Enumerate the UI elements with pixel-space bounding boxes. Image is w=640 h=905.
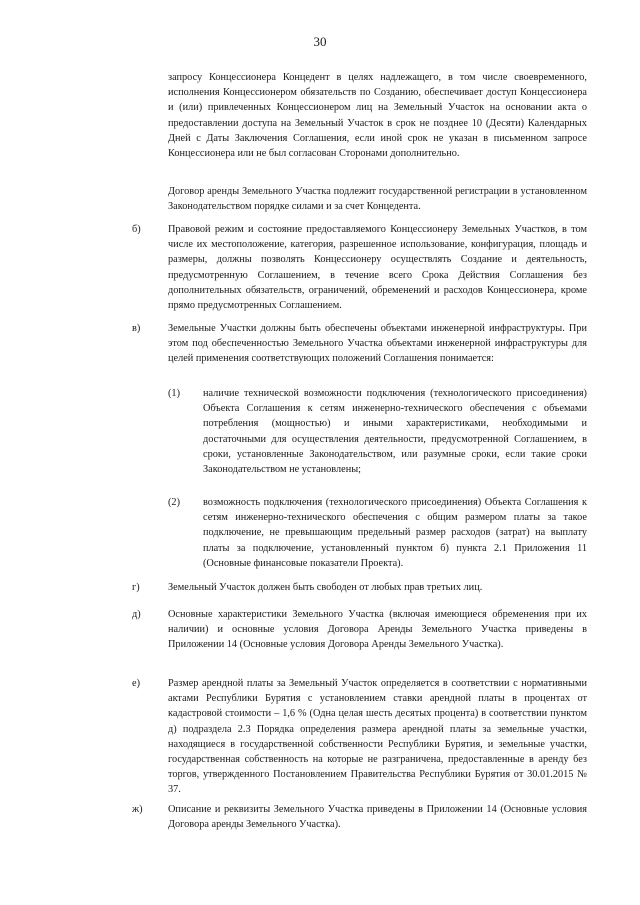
- registration-paragraph: Договор аренды Земельного Участка подлежит государственной регистрации в установленном Законодательством порядке силами и за счет Концедента.: [168, 186, 587, 213]
- item-b-marker: б): [132, 224, 141, 235]
- subitem-1-text: наличие технической возможности подключения (технологического присоединения) Объекта Соглашения к сетям инженерно-технического обеспечения с объемами потребления (мощностью) и иными характеристиками, необходимыми и достаточными для осуществления деятельности, предусмотренной Соглашением, в сроки, установленные Законодательством, или разумные сроки, если такие сроки Законодательством не установлены;: [203, 388, 587, 476]
- subitem-2-text: возможность подключения (технологического присоединения) Объекта Соглашения к сетям инженерно-технического обеспечения с общим размером платы за такое подключение, не превышающим предельный размер расходов (затрат) на выплату платы за подключение, установленный пунктом б) пункта 2.1 Приложения 11 (Основные финансовые показатели Проекта).: [203, 497, 587, 569]
- subitem-2-marker: (2): [168, 497, 181, 508]
- item-e-text: Размер арендной платы за Земельный Участок определяется в соответствии с нормативными актами Республики Бурятия с установлением ставки арендной платы в процентах от кадастровой стоимости – 1,6 % (Одна целая шесть десятых процента) в соответствии пунктом д) подраздела 2.3 Порядка определения размера арендной платы за земельные участки, находящиеся в государственной собственности Республики Бурятия, и земельные участки, государственная собственность на которые не разграничена, предоставленные в аренду без торгов, утвержденного Постановлением Правительства Республики Бурятия от 30.01.2015 № 37.: [168, 678, 587, 796]
- item-d-marker: д): [132, 609, 141, 620]
- item-zh-text: Описание и реквизиты Земельного Участка приведены в Приложении 14 (Основные условия Договора аренды Земельного Участка).: [168, 804, 587, 831]
- item-g-marker: г): [132, 582, 140, 593]
- item-v-marker: в): [132, 323, 141, 334]
- subitem-1-marker: (1): [168, 388, 181, 399]
- item-v-text: Земельные Участки должны быть обеспечены объектами инженерной инфраструктуры. При этом под обеспеченностью Земельного Участка объектами инженерной инфраструктуры для целей применения соответствующих положений Соглашения понимается:: [168, 323, 587, 365]
- page-number: 30: [313, 34, 327, 49]
- item-e-marker: е): [132, 678, 140, 689]
- intro-paragraph: запросу Концессионера Концедент в целях надлежащего, в том числе своевременного, исполнения Концессионером обязательств по Созданию, обеспечивает доступ Концессионера и (или) привлеченных Концессионером лиц на Земельный Участок на основании акта о предоставлении доступа на Земельный Участок в срок не позднее 10 (Десяти) Календарных Дней с Даты Заключения Соглашения, если иной срок не указан в письменном запросе Концессионера или не был согласован Сторонами дополнительно.: [168, 72, 587, 160]
- item-zh-marker: ж): [132, 804, 143, 815]
- item-b-text: Правовой режим и состояние предоставляемого Концессионеру Земельных Участков, в том числе их местоположение, категория, разрешенное использование, конфигурация, площадь и размеры, должны позволять Концессионеру осуществлять Создание и деятельность, предусмотренную Соглашением, в течение всего Срока Действия Соглашения без дополнительных обязательств, ограничений, обременений и расходов Концессионера, кроме прямо предусмотренных Соглашением.: [168, 224, 587, 312]
- item-d-text: Основные характеристики Земельного Участка (включая имеющиеся обременения при их наличии) и основные условия Договора Аренды Земельного Участка приведены в Приложении 14 (Основные условия Договора Аренды Земельного Участка).: [168, 609, 587, 651]
- item-g-text: Земельный Участок должен быть свободен от любых прав третьих лиц.: [168, 582, 483, 593]
